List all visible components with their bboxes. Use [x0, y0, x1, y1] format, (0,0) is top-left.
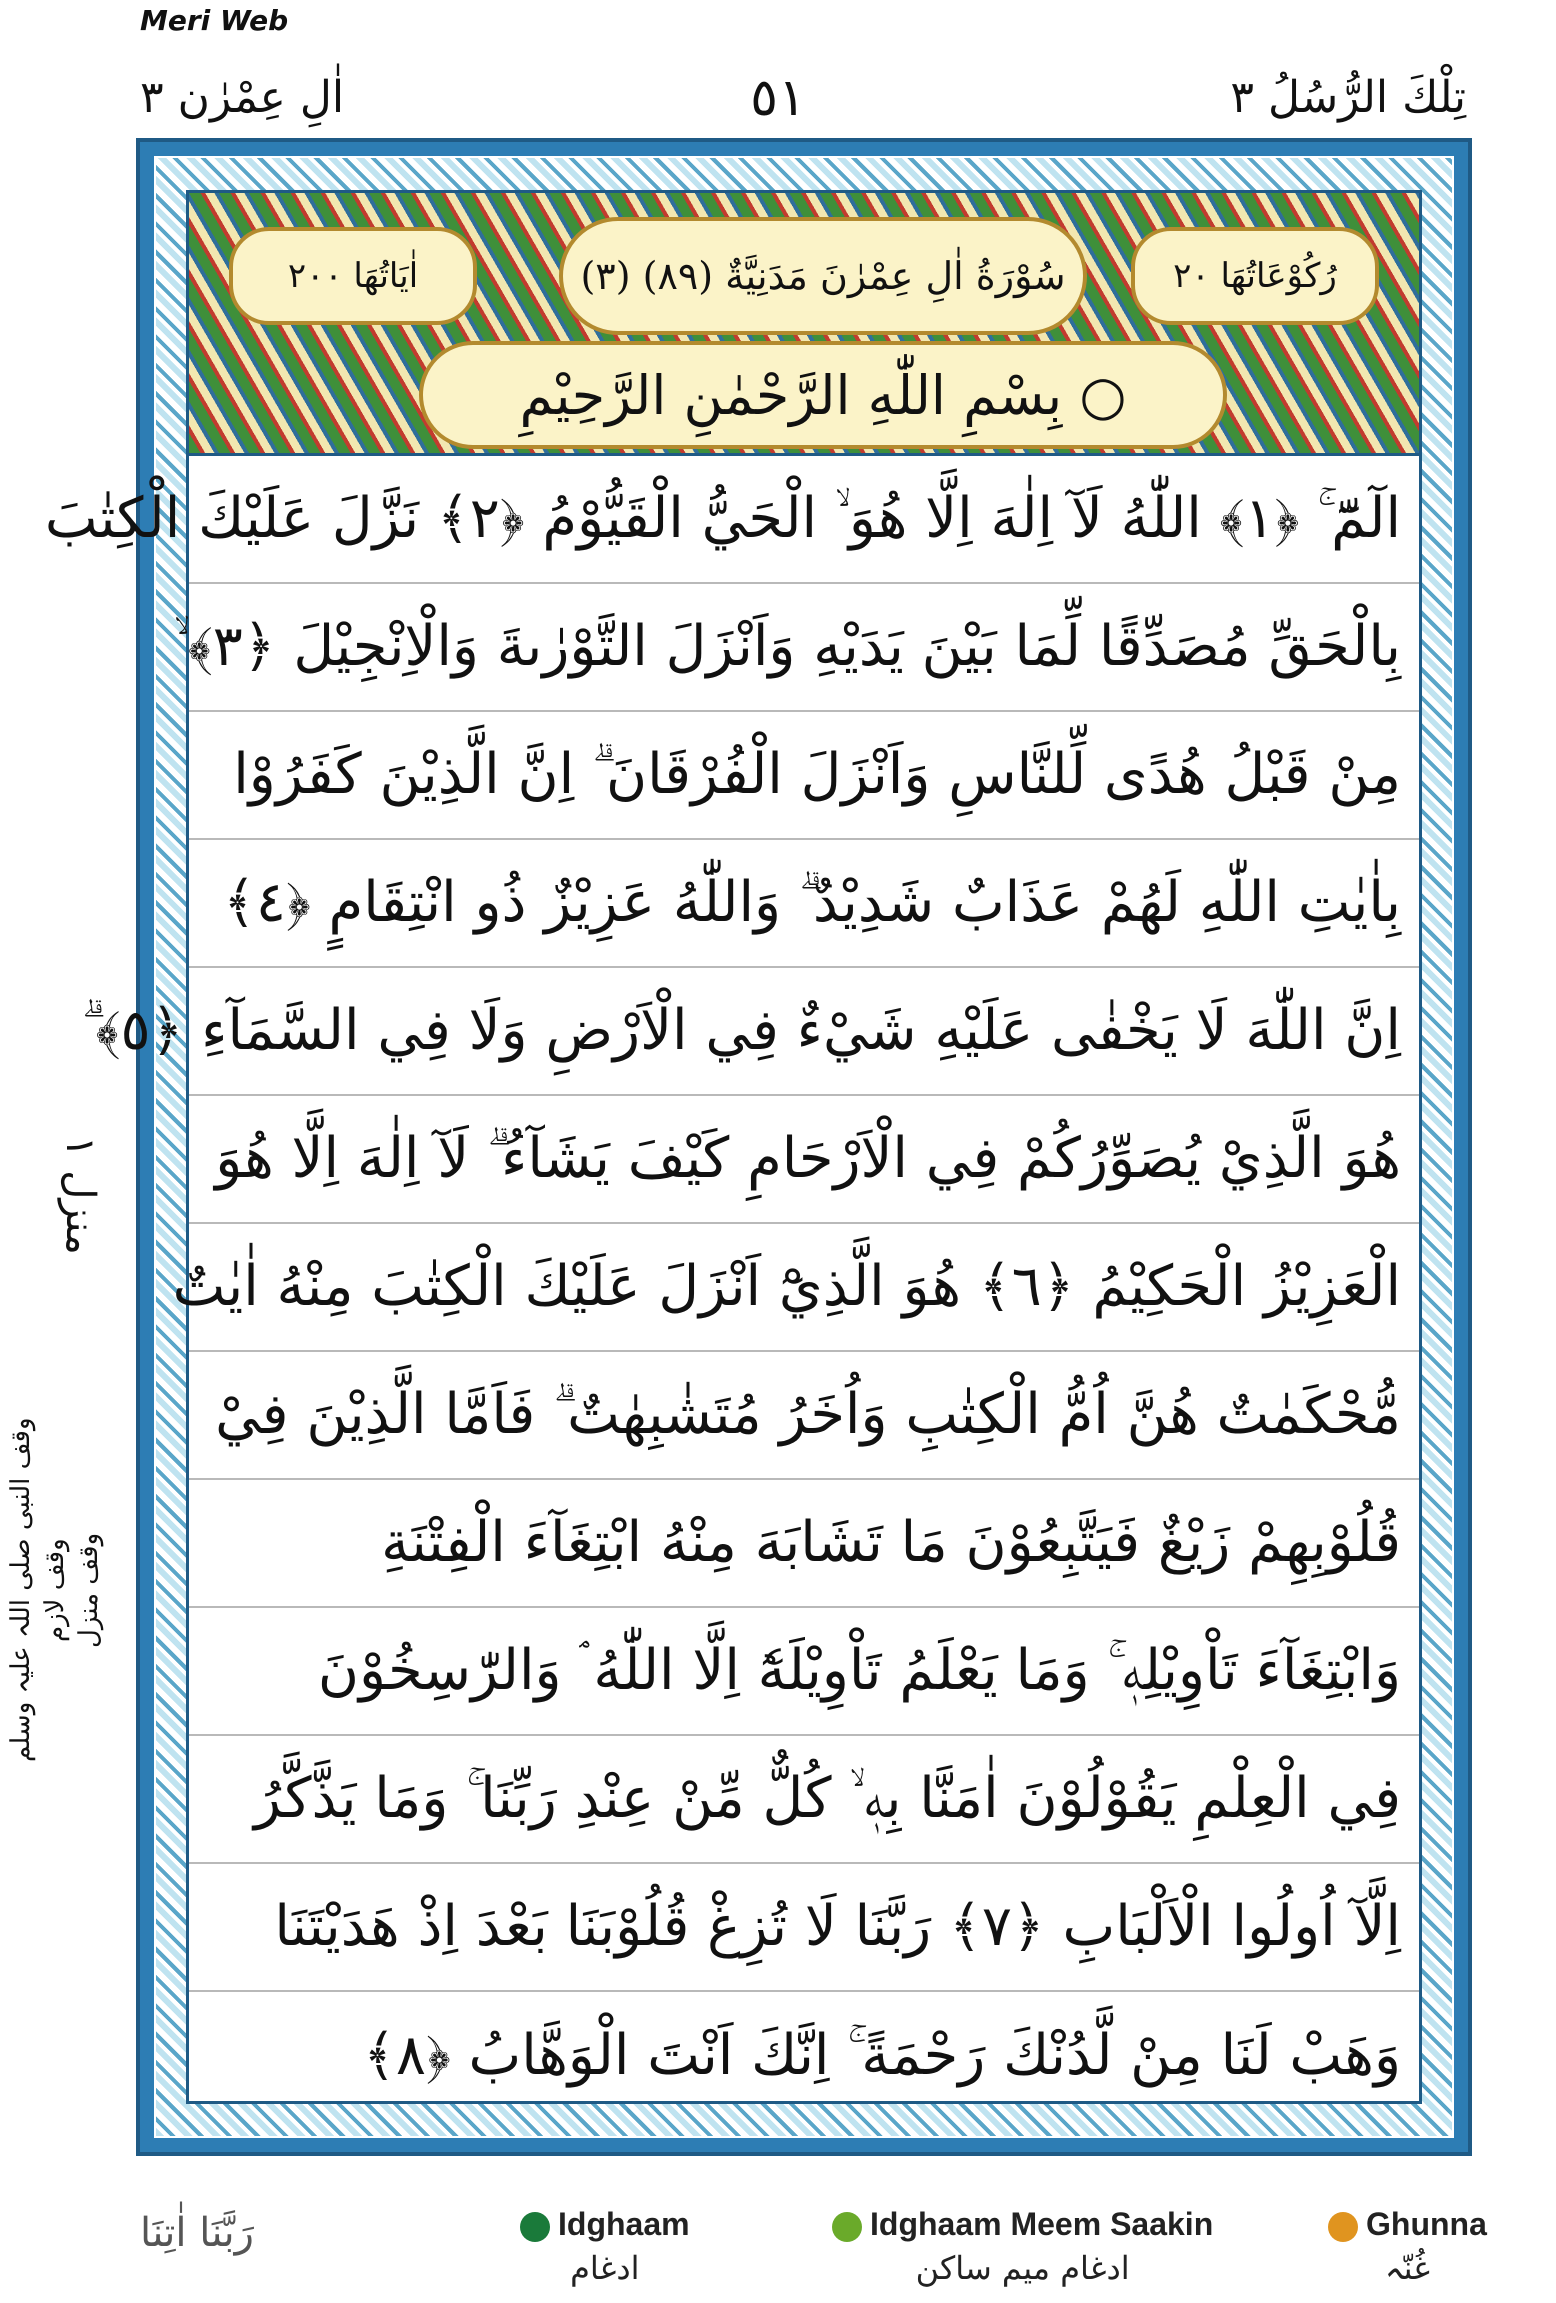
- verse-line: اِلَّآ اُولُوا الْاَلْبَابِ ﴿٧﴾ رَبَّنَا لَا تُزِغْ قُلُوْبَنَا بَعْدَ اِذْ هَدَيْتَنَا: [189, 1864, 1419, 1992]
- waqf-notes: [4, 1380, 134, 1800]
- surah-name-header: اٰلِ عِمْرٰن ٣: [140, 72, 345, 123]
- verse-line: بِاٰيٰتِ اللّٰهِ لَهُمْ عَذَابٌ شَدِيْدٌ ۗ وَاللّٰهُ عَزِيْزٌ ذُو انْتِقَامٍ ﴿٤﴾: [189, 840, 1419, 968]
- catchword: رَبَّنَا اٰتِنَا: [140, 2210, 254, 2256]
- legend-urdu: غُنّہ: [1384, 2249, 1430, 2287]
- verse-line: وَهَبْ لَنَا مِنْ لَّدُنْكَ رَحْمَةً ۚ اِنَّكَ اَنْتَ الْوَهَّابُ ﴿٨﴾: [363, 2023, 1401, 2088]
- waqf-note: وقف النبی صلی اللہ علیہ وسلم: [6, 1417, 36, 1763]
- ruku-count: رُكُوْعَاتُهَا ٢٠: [1131, 227, 1379, 325]
- verse-line: مِنْ قَبْلُ هُدًى لِّلنَّاسِ وَاَنْزَلَ الْفُرْقَانَ ۗ اِنَّ الَّذِيْنَ كَفَرُوْا: [189, 712, 1419, 840]
- legend-label: Idghaam: [558, 2206, 690, 2242]
- waqf-note: وقف منزل: [74, 1532, 104, 1648]
- surah-title: (٣) سُوْرَةُ اٰلِ عِمْرٰنَ مَدَنِيَّةٌ (٨٩): [559, 217, 1087, 335]
- color-dot-icon: [1328, 2212, 1358, 2242]
- brand-label: Meri Web: [140, 4, 289, 37]
- legend-urdu: ادغام: [570, 2249, 640, 2287]
- verse-line: وَابْتِغَآءَ تَاْوِيْلِهٖ ۚ وَمَا يَعْلَمُ تَاْوِيْلَهٗٓ اِلَّا اللّٰهُ ۘ وَالرّٰسِخُوْنَ: [189, 1608, 1419, 1736]
- juz-name: تِلْكَ الرُّسُلُ ٣: [1230, 72, 1466, 123]
- color-dot-icon: [520, 2212, 550, 2242]
- legend-idghaam: [520, 2206, 690, 2287]
- legend-label: Ghunna: [1366, 2206, 1487, 2242]
- legend-idghaam-meem-saakin: [832, 2206, 1213, 2287]
- legend-urdu: ادغام میم ساکن: [915, 2249, 1130, 2287]
- color-dot-icon: [832, 2212, 862, 2242]
- page-number: ٥١: [750, 68, 806, 128]
- ayat-count: اٰيَاتُهَا ٢٠٠: [229, 227, 477, 325]
- footer: [0, 2200, 1556, 2300]
- waqf-note: وقف لازم: [40, 1538, 70, 1642]
- verse-line: فِي الْعِلْمِ يَقُوْلُوْنَ اٰمَنَّا بِهٖ ۙ كُلٌّ مِّنْ عِنْدِ رَبِّنَا ۚ وَمَا يَذَّكَّرُ: [189, 1736, 1419, 1864]
- verse-line: بِالْحَقِّ مُصَدِّقًا لِّمَا بَيْنَ يَدَيْهِ وَاَنْزَلَ التَّوْرٰىةَ وَالْاِنْجِيْلَ ﴿٣﴾ ۙ: [189, 584, 1419, 712]
- verse-line: مُّحْكَمٰتٌ هُنَّ اُمُّ الْكِتٰبِ وَاُخَرُ مُتَشٰبِهٰتٌ ۗ فَاَمَّا الَّذِيْنَ فِيْ: [189, 1352, 1419, 1480]
- verse-line: اِنَّ اللّٰهَ لَا يَخْفٰى عَلَيْهِ شَيْءٌ فِي الْاَرْضِ وَلَا فِي السَّمَآءِ ﴿٥﴾ ۗ: [189, 968, 1419, 1096]
- bismillah: بِسْمِ اللّٰهِ الرَّحْمٰنِ الرَّحِيْمِ ○: [419, 341, 1227, 449]
- verse-line: الْعَزِيْزُ الْحَكِيْمُ ﴿٦﴾ هُوَ الَّذِيْٓ اَنْزَلَ عَلَيْكَ الْكِتٰبَ مِنْهُ اٰيٰتٌ: [189, 1224, 1419, 1352]
- verse-line: هُوَ الَّذِيْ يُصَوِّرُكُمْ فِي الْاَرْحَامِ كَيْفَ يَشَآءُ ۗ لَآ اِلٰهَ اِلَّا هُوَ: [189, 1096, 1419, 1224]
- surah-banner: [189, 193, 1419, 456]
- verse-line: قُلُوْبِهِمْ زَيْغٌ فَيَتَّبِعُوْنَ مَا تَشَابَهَ مِنْهُ ابْتِغَآءَ الْفِتْنَةِ: [189, 1480, 1419, 1608]
- legend-ghunna: [1328, 2206, 1487, 2287]
- legend-label: Idghaam Meem Saakin: [870, 2206, 1214, 2242]
- manzil-marker: منزل ١: [57, 1135, 103, 1255]
- verse-line: الٓمّٓ ۚ ﴿١﴾ اللّٰهُ لَآ اِلٰهَ اِلَّا هُوَ ۙ الْحَيُّ الْقَيُّوْمُ ﴿٢﴾ نَزَّلَ عَلَيْكَ الْكِتٰبَ: [189, 456, 1419, 584]
